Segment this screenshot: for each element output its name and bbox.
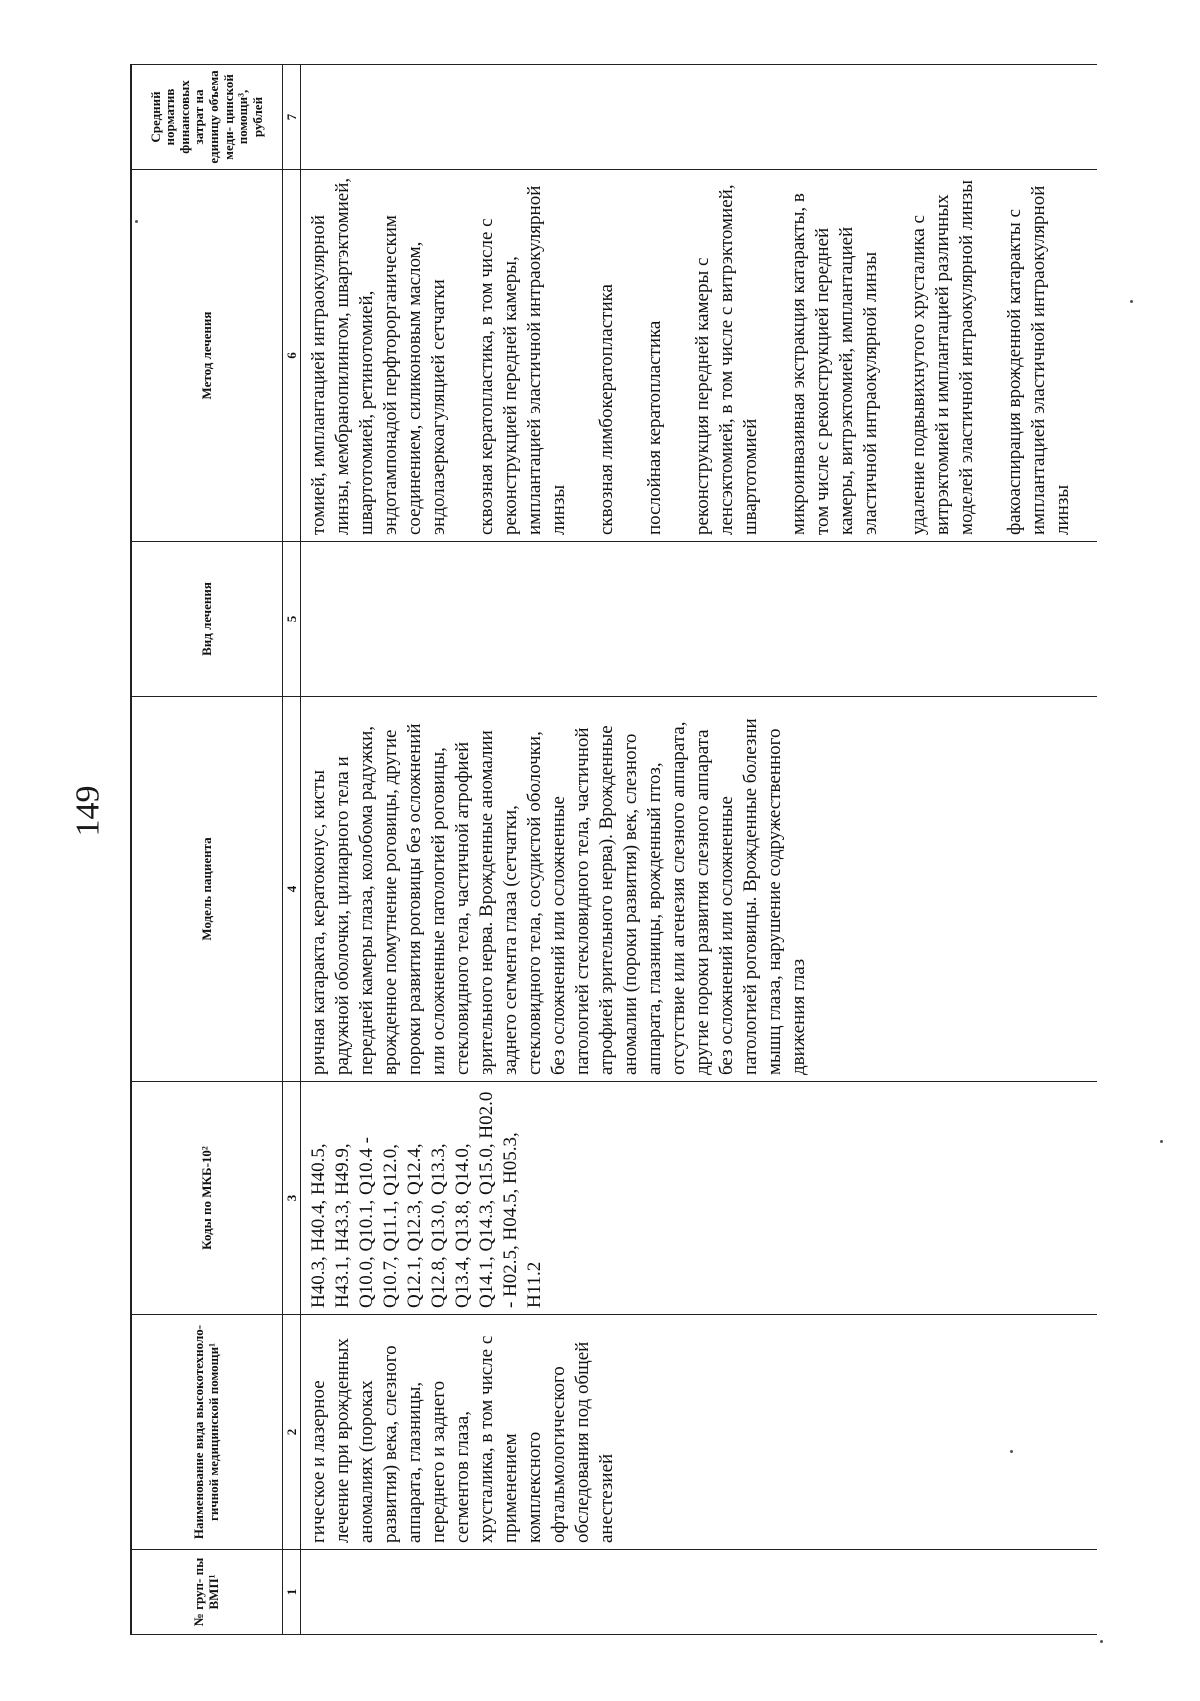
method-item: реконструкция передней камеры с ленсэктомией, в том числе с витрэктомией, швартотомией xyxy=(692,184,761,535)
column-number: 2 xyxy=(283,1315,301,1550)
method-item: томией, имплантацией интраокулярной линзы, мембранопилингом, швартэктомией, швартотомией, ретинотомией, эндотампонадой перфторорганическим соединением, силиконовым маслом, эндолазеркоагуляцией сетчатки xyxy=(308,177,449,535)
scan-speck xyxy=(1100,1640,1103,1643)
method-item: удаление подвывихнутого хрусталика с витрэктомией и имплантацией различных моделей эластичной интраокулярной линзы xyxy=(908,179,977,535)
header-treatment-method: Метод лечения xyxy=(131,170,283,542)
cell-treatment-type xyxy=(301,542,1098,697)
column-number: 4 xyxy=(283,697,301,1082)
column-number: 3 xyxy=(283,1082,301,1315)
method-item: микроинвазивная экстракция катаракты, в том числе с реконструкцией передней камеры, витрэктомией, имплантацией эластичной интраокулярной линзы xyxy=(788,193,881,535)
scan-speck xyxy=(1160,1140,1163,1143)
cell-vmp-name: гическое и лазерное лечение при врожденных аномалиях (пороках развития) века, слезного аппарата, глазницы, переднего и заднего сегментов глаза, хрусталика, в том числе с применением комплексного офтальмологического обследования под общей анестезией xyxy=(301,1315,1098,1550)
cell-patient-model: ричная катаракта, кератоконус, кисты радужной оболочки, цилиарного тела и передней камеры глаза, колобома радужки, врожденное помутнение роговицы, другие пороки развития роговицы без осложнений или осложненные патологией роговицы, стекловидного тела, частичной атрофией зрительного нерва. Врожденные аномалии заднего сегмента глаза (сетчатки, стекловидного тела, сосудистой оболочки, без осложнений или осложненные патологией стекловидного тела, частичной атрофией зрительного нерва). Врожденные аномалии (пороки развития) век, слезного аппарата, глазницы, врожденный птоз, отсутствие или агенезия слезного аппарата, другие пороки развития слезного аппарата без осложнений или осложненные патологией роговицы. Врожденные болезни мышц глаза, нарушение содружественного движения глаз xyxy=(301,697,1098,1082)
rotated-table-page xyxy=(130,65,1130,1635)
cell-treatment-methods xyxy=(301,170,1098,542)
method-item: сквозная лимбокератопластика xyxy=(596,284,617,535)
cell-icd-codes: H40.3, H40.4, H40.5, H43.1, H43.3, H49.9, Q10.0, Q10.1, Q10.4 - Q10.7, Q11.1, Q12.0, Q12.1, Q12.3, Q12.4, Q12.8, Q13.0, Q13.3, Q13.4, Q13.8, Q14.0, Q14.1, Q14.3, Q15.0, H02.0 - H02.5, H04.5, H05.3, H11.2 xyxy=(301,1082,1098,1315)
column-number: 7 xyxy=(283,65,301,170)
method-item: послойная кератопластика xyxy=(644,320,665,535)
method-item: факоаспирация врожденной катаракты с имплантацией эластичной интраокулярной линзы xyxy=(1004,185,1073,535)
scan-speck xyxy=(135,220,138,223)
column-number: 1 xyxy=(283,1550,301,1635)
header-cost: Средний норматив финансовых затрат на единицу объема меди- цинской помощи³, рублей xyxy=(131,65,283,170)
column-number: 5 xyxy=(283,542,301,697)
page-number: 149 xyxy=(69,785,107,837)
column-number: 6 xyxy=(283,170,301,542)
table-row xyxy=(301,65,1098,1635)
header-row xyxy=(131,65,283,1635)
column-number-row xyxy=(283,65,301,1635)
cell-group-number xyxy=(301,1550,1098,1635)
header-treatment-type: Вид лечения xyxy=(131,542,283,697)
vmp-table xyxy=(130,64,1097,1635)
scan-speck xyxy=(1010,1450,1013,1453)
cell-cost xyxy=(301,65,1098,170)
header-icd-codes: Коды по МКБ-10² xyxy=(131,1082,283,1315)
header-vmp-name: Наименование вида высокотехноло- гичной медицинской помощи¹ xyxy=(131,1315,283,1550)
header-group-number: № груп- пы ВМП¹ xyxy=(131,1550,283,1635)
method-item: сквозная кератопластика, в том числе с реконструкцией передней камеры, имплантацией эластичной интраокулярной линзы xyxy=(476,185,569,535)
scan-speck xyxy=(1130,300,1133,303)
header-patient-model: Модель пациента xyxy=(131,697,283,1082)
